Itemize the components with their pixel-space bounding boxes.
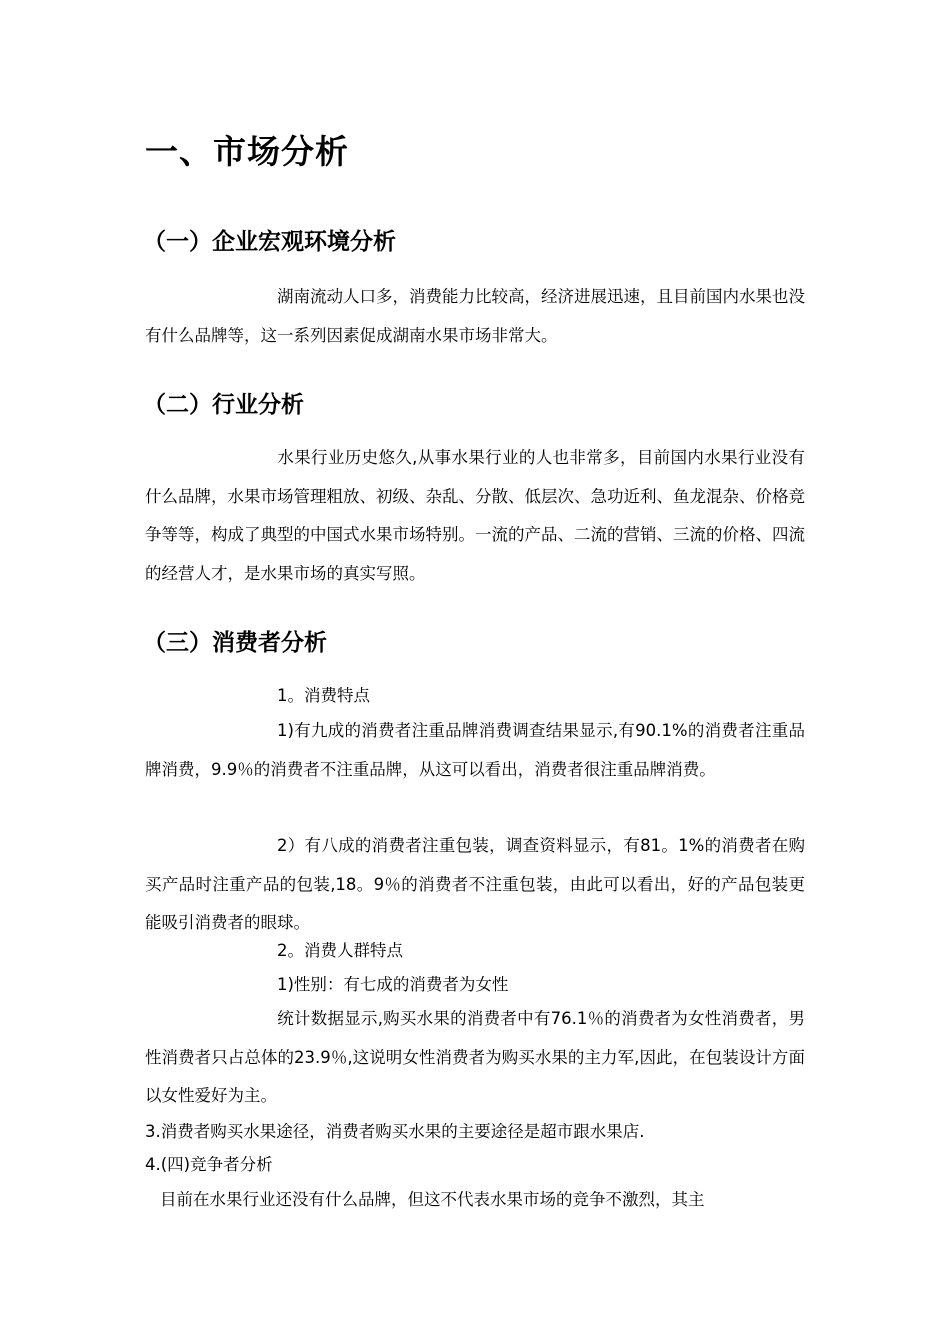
paragraph-brand: 1)有九成的消费者注重品牌消费调查结果显示,有90.1%的消费者注重品牌消费，9.9％的消费者不注重品牌，从这可以看出，消费者很注重品牌消费。 (145, 721, 805, 779)
paragraph-competitor: 目前在水果行业还没有什么品牌，但这不代表水果市场的竞争不激烈，其主 (160, 1190, 705, 1209)
page-title: 一、市场分析 (145, 132, 349, 171)
section-heading-consumer: （三）消费者分析 (143, 630, 327, 656)
list-item-gender: 1)性别：有七成的消费者为女性 (277, 975, 509, 994)
list-item-consumption-features: 1。消费特点 (277, 686, 370, 705)
paragraph-gender-stats: 统计数据显示,购买水果的消费者中有76.1％的消费者为女性消费者，男性消费者只占总体的23.9％,这说明女性消费者为购买水果的主力军,因此，在包装设计方面以女性爱好为主。 (145, 1009, 805, 1105)
paragraph-macro: 湖南流动人口多，消费能力比较高，经济进展迅速，且目前国内水果也没有什么品牌等，这一系列因素促成湖南水果市场非常大。 (145, 287, 805, 345)
section-heading-industry: （二）行业分析 (143, 392, 304, 418)
list-item-purchase-channel: 3.消费者购买水果途径，消费者购买水果的主要途径是超市跟水果店. (145, 1122, 645, 1141)
paragraph-industry: 水果行业历史悠久,从事水果行业的人也非常多，目前国内水果行业没有什么品牌，水果市场管理粗放、初级、杂乱、分散、低层次、急功近利、鱼龙混杂、价格竞争等等，构成了典型的中国式水果市场特别。一流的产品、二流的营销、三流的价格、四流的经营人才，是水果市场的真实写照。 (145, 448, 805, 583)
list-item-consumer-group: 2。消费人群特点 (277, 941, 403, 960)
section-heading-macro: （一）企业宏观环境分析 (143, 229, 396, 255)
paragraph-packaging: 2）有八成的消费者注重包装，调查资料显示，有81。1%的消费者在购买产品时注重产品的包装,18。9％的消费者不注重包装，由此可以看出，好的产品包装更能吸引消费者的眼球。 (145, 836, 805, 932)
list-item-competitor-analysis: 4.(四)竞争者分析 (145, 1155, 273, 1174)
